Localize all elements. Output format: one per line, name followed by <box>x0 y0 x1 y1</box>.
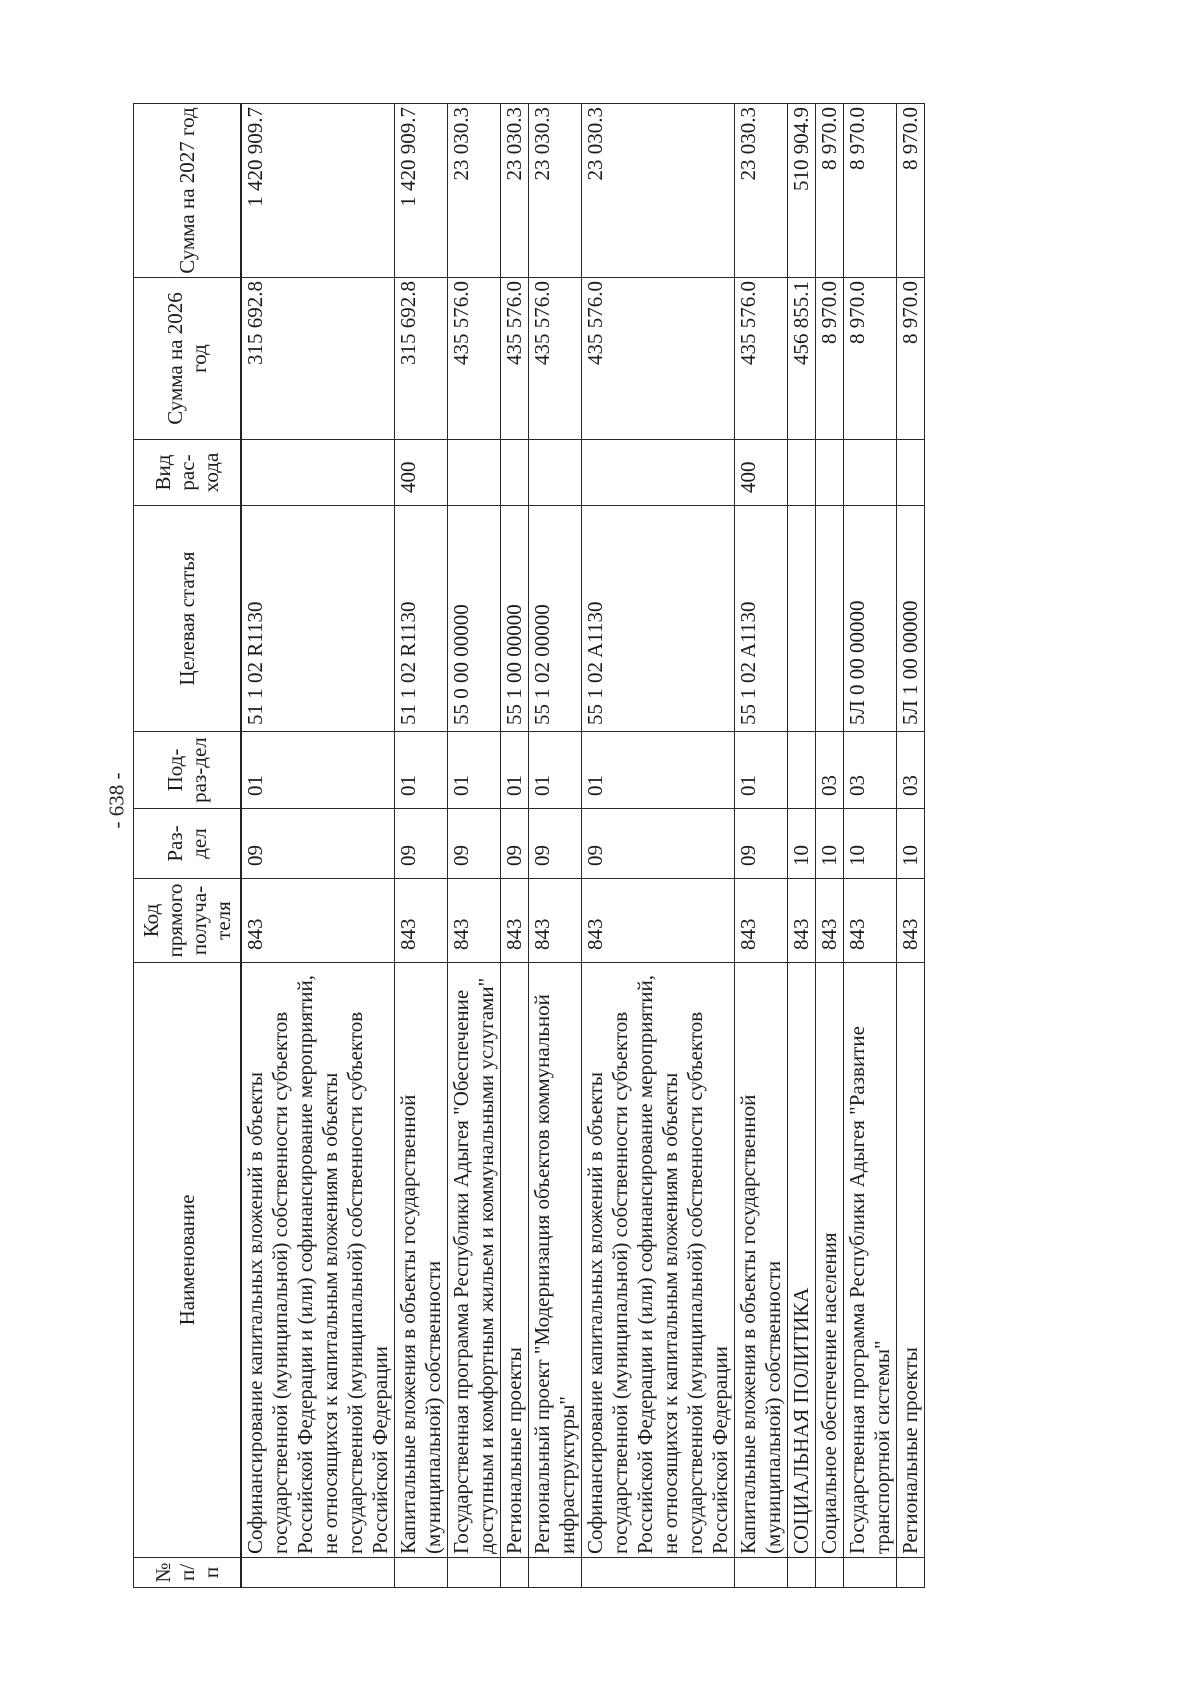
cell-podrazdel: 03 <box>844 732 897 809</box>
page-number: - 638 - <box>104 772 129 829</box>
header-num: № п/п <box>134 1558 242 1588</box>
cell-vid <box>448 440 501 506</box>
cell-sum2026: 435 576.0 <box>501 278 529 440</box>
cell-sum2027: 23 030.3 <box>582 104 735 278</box>
cell-sum2026: 315 692.8 <box>395 278 448 440</box>
cell-kod: 843 <box>735 879 788 963</box>
cell-name: Государственная программа Республики Адыгея "Обеспечение доступным и комфортным жильем и коммунальными услугами" <box>448 963 501 1558</box>
table-header-row <box>134 104 242 1588</box>
cell-razdel: 09 <box>501 809 529 879</box>
table-row <box>529 104 582 1588</box>
cell-name: Государственная программа Республики Адыгея "Развитие транспортной системы" <box>844 963 897 1558</box>
cell-tselevaya: 55 1 02 00000 <box>529 506 582 732</box>
cell-num <box>448 1558 501 1588</box>
cell-kod: 843 <box>897 879 925 963</box>
cell-name: Региональный проект "Модернизация объектов коммунальной инфраструктуры" <box>529 963 582 1558</box>
cell-razdel: 10 <box>844 809 897 879</box>
cell-podrazdel: 01 <box>395 732 448 809</box>
table-row <box>241 104 395 1588</box>
header-sum2027: Сумма на 2027 год <box>134 104 242 278</box>
cell-vid: 400 <box>395 440 448 506</box>
cell-tselevaya: 55 0 00 00000 <box>448 506 501 732</box>
cell-num <box>241 1558 395 1588</box>
cell-num <box>582 1558 735 1588</box>
table-row <box>844 104 897 1588</box>
cell-tselevaya: 51 1 02 R1130 <box>241 506 395 732</box>
cell-podrazdel: 01 <box>241 732 395 809</box>
cell-kod: 843 <box>582 879 735 963</box>
cell-vid <box>529 440 582 506</box>
cell-name: Софинансирование капитальных вложений в объекты государственной (муниципальной) собственности субъектов Российской Федерации и (или) софинансирование мероприятий, не относящихся к капитальным вложениям в объекты государственной (муниципальной) собственности субъектов Российской Федерации <box>582 963 735 1558</box>
cell-tselevaya: 5Л 1 00 00000 <box>897 506 925 732</box>
cell-tselevaya: 55 1 00 00000 <box>501 506 529 732</box>
cell-sum2026: 456 855.1 <box>788 278 816 440</box>
cell-sum2027: 8 970.0 <box>844 104 897 278</box>
cell-razdel: 10 <box>897 809 925 879</box>
cell-sum2026: 435 576.0 <box>448 278 501 440</box>
cell-sum2027: 8 970.0 <box>897 104 925 278</box>
cell-podrazdel <box>788 732 816 809</box>
table-row <box>735 104 788 1588</box>
header-podrazdel: Под-раз-дел <box>134 732 242 809</box>
cell-num <box>529 1558 582 1588</box>
cell-podrazdel: 01 <box>448 732 501 809</box>
cell-kod: 843 <box>844 879 897 963</box>
cell-podrazdel: 01 <box>582 732 735 809</box>
cell-razdel: 09 <box>582 809 735 879</box>
header-sum2026: Сумма на 2026 год <box>134 278 242 440</box>
cell-tselevaya: 51 1 02 R1130 <box>395 506 448 732</box>
cell-podrazdel: 01 <box>735 732 788 809</box>
cell-num <box>816 1558 844 1588</box>
cell-razdel: 09 <box>529 809 582 879</box>
table-row <box>448 104 501 1588</box>
cell-vid <box>582 440 735 506</box>
cell-name: СОЦИАЛЬНАЯ ПОЛИТИКА <box>788 963 816 1558</box>
cell-sum2026: 435 576.0 <box>582 278 735 440</box>
cell-name: Региональные проекты <box>501 963 529 1558</box>
cell-vid <box>897 440 925 506</box>
cell-sum2027: 1 420 909.7 <box>395 104 448 278</box>
header-name: Наименование <box>134 963 242 1558</box>
cell-tselevaya <box>816 506 844 732</box>
cell-sum2026: 8 970.0 <box>897 278 925 440</box>
cell-num <box>395 1558 448 1588</box>
table-row <box>582 104 735 1588</box>
cell-kod: 843 <box>241 879 395 963</box>
cell-sum2027: 23 030.3 <box>735 104 788 278</box>
cell-tselevaya <box>788 506 816 732</box>
cell-name: Капитальные вложения в объекты государственной (муниципальной) собственности <box>395 963 448 1558</box>
cell-sum2026: 8 970.0 <box>816 278 844 440</box>
cell-tselevaya: 55 1 02 A1130 <box>582 506 735 732</box>
cell-kod: 843 <box>395 879 448 963</box>
cell-tselevaya: 5Л 0 00 00000 <box>844 506 897 732</box>
budget-table <box>133 103 925 1588</box>
cell-kod: 843 <box>501 879 529 963</box>
cell-name: Софинансирование капитальных вложений в объекты государственной (муниципальной) собственности субъектов Российской Федерации и (или) софинансирование мероприятий, не относящихся к капитальным вложениям в объекты государственной (муниципальной) собственности субъектов Российской Федерации <box>241 963 395 1558</box>
table-row <box>788 104 816 1588</box>
cell-podrazdel: 01 <box>501 732 529 809</box>
cell-vid <box>816 440 844 506</box>
header-vid: Вид рас-хода <box>134 440 242 506</box>
cell-razdel: 09 <box>448 809 501 879</box>
cell-razdel: 09 <box>735 809 788 879</box>
cell-sum2026: 315 692.8 <box>241 278 395 440</box>
header-razdel: Раз-дел <box>134 809 242 879</box>
cell-razdel: 10 <box>816 809 844 879</box>
cell-sum2026: 435 576.0 <box>735 278 788 440</box>
cell-podrazdel: 01 <box>529 732 582 809</box>
cell-sum2027: 23 030.3 <box>448 104 501 278</box>
cell-podrazdel: 03 <box>897 732 925 809</box>
cell-num <box>897 1558 925 1588</box>
table-row <box>897 104 925 1588</box>
cell-tselevaya: 55 1 02 A1130 <box>735 506 788 732</box>
cell-sum2027: 23 030.3 <box>529 104 582 278</box>
cell-sum2027: 23 030.3 <box>501 104 529 278</box>
cell-num <box>788 1558 816 1588</box>
cell-sum2026: 8 970.0 <box>844 278 897 440</box>
cell-kod: 843 <box>816 879 844 963</box>
table-row <box>816 104 844 1588</box>
cell-vid: 400 <box>735 440 788 506</box>
rotated-table-container <box>133 104 1091 1588</box>
cell-kod: 843 <box>788 879 816 963</box>
cell-name: Капитальные вложения в объекты государственной (муниципальной) собственности <box>735 963 788 1558</box>
table-row <box>395 104 448 1588</box>
cell-vid <box>241 440 395 506</box>
cell-sum2027: 1 420 909.7 <box>241 104 395 278</box>
table-row <box>501 104 529 1588</box>
cell-kod: 843 <box>529 879 582 963</box>
cell-razdel: 10 <box>788 809 816 879</box>
cell-sum2027: 510 904.9 <box>788 104 816 278</box>
cell-kod: 843 <box>448 879 501 963</box>
cell-podrazdel: 03 <box>816 732 844 809</box>
cell-vid <box>788 440 816 506</box>
cell-name: Социальное обеспечение населения <box>816 963 844 1558</box>
header-tselevaya: Целевая статья <box>134 506 242 732</box>
cell-num <box>735 1558 788 1588</box>
cell-num <box>501 1558 529 1588</box>
cell-vid <box>501 440 529 506</box>
cell-razdel: 09 <box>241 809 395 879</box>
header-kod: Код прямого получа-теля <box>134 879 242 963</box>
cell-sum2027: 8 970.0 <box>816 104 844 278</box>
cell-num <box>844 1558 897 1588</box>
cell-razdel: 09 <box>395 809 448 879</box>
cell-vid <box>844 440 897 506</box>
cell-sum2026: 435 576.0 <box>529 278 582 440</box>
cell-name: Региональные проекты <box>897 963 925 1558</box>
